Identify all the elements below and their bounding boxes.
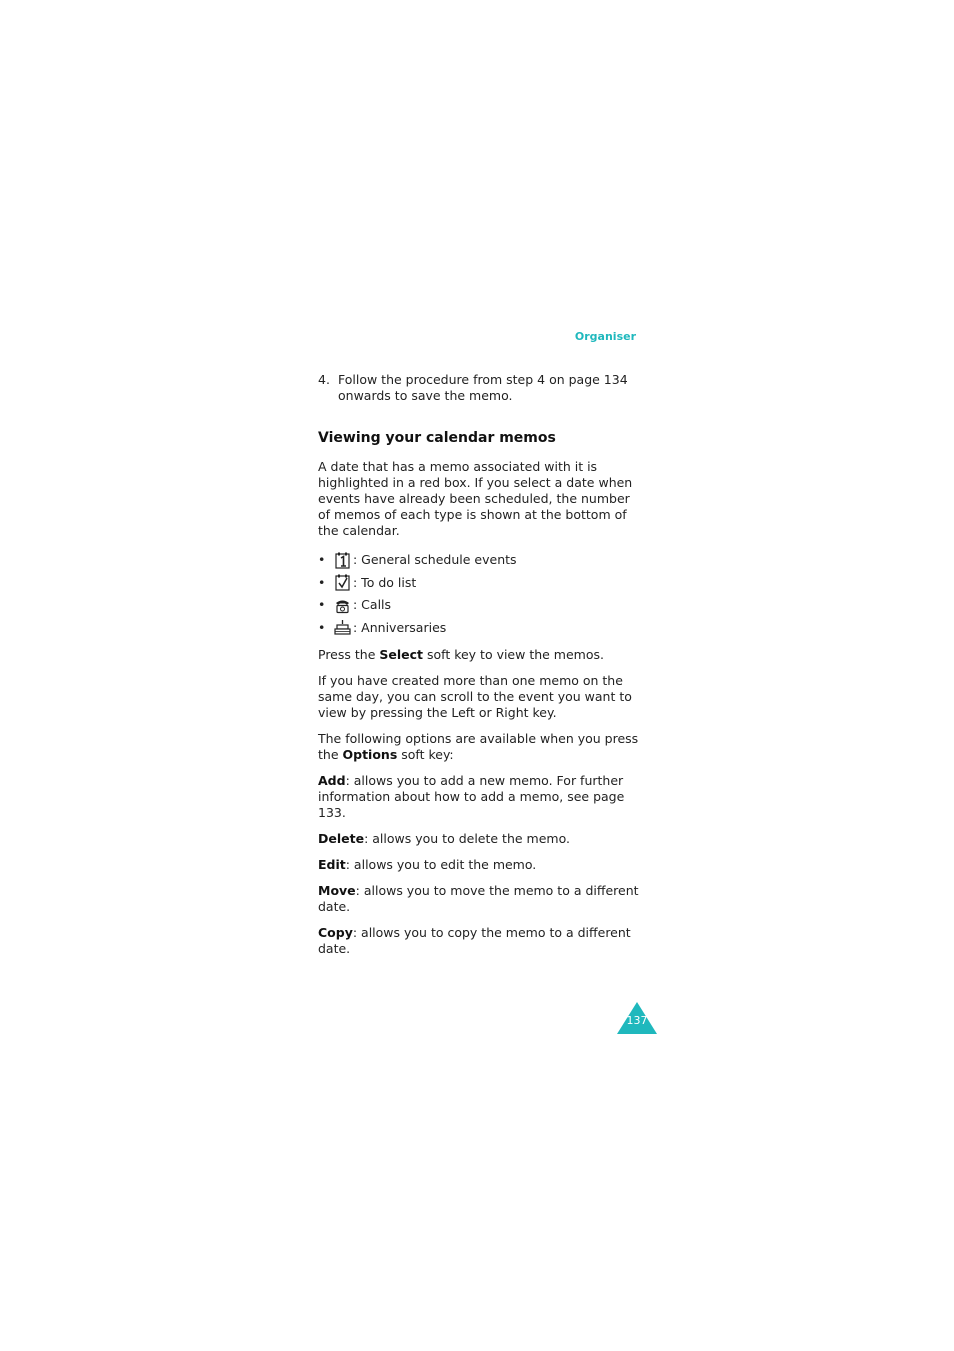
bullet: • xyxy=(318,597,326,613)
list-item xyxy=(318,617,643,640)
page-number-badge xyxy=(617,1002,657,1034)
section-header: Organiser xyxy=(574,330,636,343)
todo-list-icon xyxy=(334,574,351,591)
bullet: • xyxy=(318,574,326,590)
bullet: • xyxy=(318,552,326,568)
step-text: Follow the procedure from step 4 on page 134 onwards to save the memo. xyxy=(338,372,628,403)
intro-paragraph: A date that has a memo associated with it is highlighted in a red box. If you select a date when events have already been scheduled, the number of memos of each type is shown at the bottom of the calendar. xyxy=(318,459,633,538)
options-list xyxy=(318,773,643,957)
memo-type-list xyxy=(318,549,643,639)
options-key-label: Options xyxy=(342,747,398,762)
list-item-label: : Anniversaries xyxy=(353,619,447,635)
step-4 xyxy=(318,372,643,404)
anniversaries-icon xyxy=(334,619,351,636)
section-title: Viewing your calendar memos xyxy=(318,430,556,446)
option-copy: Copy: allows you to copy the memo to a different date. xyxy=(318,925,631,956)
bullet: • xyxy=(318,619,326,635)
step-number: 4. xyxy=(318,372,330,387)
option-delete: Delete: allows you to delete the memo. xyxy=(318,831,570,846)
list-item-label: : To do list xyxy=(353,574,417,590)
option-move: Move: allows you to move the memo to a different date. xyxy=(318,883,639,914)
select-key-label: Select xyxy=(379,647,423,662)
option-edit: Edit: allows you to edit the memo. xyxy=(318,857,537,872)
content-column xyxy=(318,372,643,967)
options-paragraph: The following options are available when you press the Options soft key: xyxy=(318,731,639,762)
scroll-paragraph: If you have created more than one memo on the same day, you can scroll to the event you want to view by pressing the Left or Right key. xyxy=(318,673,632,720)
select-paragraph: Press the Select soft key to view the memos. xyxy=(318,647,604,662)
list-item xyxy=(318,594,643,617)
option-add: Add: allows you to add a new memo. For further information about how to add a memo, see page 133. xyxy=(318,773,625,820)
list-item xyxy=(318,572,643,595)
list-item-label: : General schedule events xyxy=(353,552,517,568)
general-schedule-icon xyxy=(334,552,351,569)
list-item xyxy=(318,549,643,572)
page-number: 137 xyxy=(626,1014,648,1027)
calls-icon xyxy=(334,597,351,614)
list-item-label: : Calls xyxy=(353,597,392,613)
